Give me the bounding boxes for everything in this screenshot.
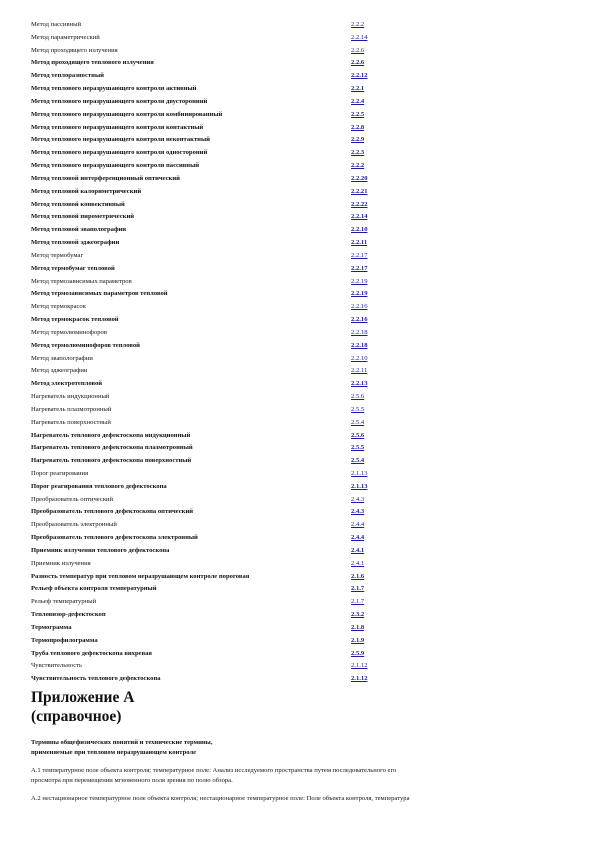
index-term: Метод тепловой интерференционный оптический bbox=[31, 174, 180, 182]
index-row bbox=[31, 301, 571, 314]
index-row bbox=[31, 19, 571, 32]
index-row bbox=[31, 134, 571, 147]
appendix-title-line2: (справочное) bbox=[31, 708, 122, 725]
index-row bbox=[31, 224, 571, 237]
index-row bbox=[31, 506, 571, 519]
index-term: Метод термокрасок тепловой bbox=[31, 316, 119, 324]
index-ref-link[interactable]: 2.5.5 bbox=[351, 444, 365, 452]
index-term: Чувствительность bbox=[31, 662, 83, 670]
index-row bbox=[31, 558, 571, 571]
index-ref-link[interactable]: 2.5.4 bbox=[351, 418, 365, 426]
index-ref-link[interactable]: 2.1.13 bbox=[351, 469, 368, 477]
index-ref-link[interactable]: 2.2.21 bbox=[351, 187, 368, 195]
index-row bbox=[31, 57, 571, 70]
index-row bbox=[31, 622, 571, 635]
index-ref-link[interactable]: 2.2.13 bbox=[351, 380, 368, 388]
index-row bbox=[31, 353, 571, 366]
index-term: Метод теплового неразрушающего контроля пассивный bbox=[31, 162, 200, 170]
index-ref-link[interactable]: 2.1.7 bbox=[351, 585, 365, 593]
index-term: Нагреватель поверхностный bbox=[31, 418, 111, 426]
index-ref-link[interactable]: 2.5.9 bbox=[351, 649, 365, 657]
index-ref-link[interactable]: 2.2.19 bbox=[351, 290, 368, 298]
index-ref-link[interactable]: 2.2.20 bbox=[351, 174, 368, 182]
index-row bbox=[31, 327, 571, 340]
index-ref-link[interactable]: 2.2.10 bbox=[351, 226, 368, 234]
appendix-entry-line: А.1 температурное поле объекта контроля; температурное поле: Анализ исследуемого пространства путем последовательного его bbox=[31, 767, 397, 774]
index-term: Метод параметрический bbox=[31, 33, 100, 41]
index-term: Метод термозависимых параметров тепловой bbox=[31, 290, 168, 298]
index-ref-link[interactable]: 2.3.2 bbox=[351, 611, 365, 619]
index-row bbox=[31, 571, 571, 584]
index-term: Чувствительность теплового дефектоскопа bbox=[31, 675, 161, 683]
index-row bbox=[31, 288, 571, 301]
index-term: Разность температур при тепловом неразрушающем контроле пороговая bbox=[31, 572, 250, 580]
appendix-title-line1: Приложение А bbox=[31, 689, 135, 706]
index-term: Термограмма bbox=[31, 623, 72, 631]
index-ref-link[interactable]: 2.2.3 bbox=[351, 149, 365, 157]
index-row bbox=[31, 122, 571, 135]
appendix-entry-line: просмотра при перемещении мгновенного поля зрения по полю обзора. bbox=[31, 777, 233, 784]
index-ref-link[interactable]: 2.1.9 bbox=[351, 636, 365, 644]
index-row bbox=[31, 276, 571, 289]
appendix-entry bbox=[31, 766, 571, 786]
index-ref-link[interactable]: 2.5.6 bbox=[351, 431, 365, 439]
appendix-caption-line1: Термины общефизических понятий и технические термины, bbox=[31, 739, 213, 746]
index-term: Нагреватель индукционный bbox=[31, 393, 110, 401]
index-row bbox=[31, 83, 571, 96]
index-term: Метод эваполографии bbox=[31, 354, 93, 362]
index-term: Метод термобумаг тепловой bbox=[31, 264, 115, 272]
appendix-entry-line: А.2 нестационарное температурное поле объекта контроля; нестационарное температурное поле: Поле объекта контроля, температура bbox=[31, 795, 410, 802]
index-row bbox=[31, 96, 571, 109]
index-row bbox=[31, 583, 571, 596]
index-ref-link[interactable]: 2.2.14 bbox=[351, 33, 368, 41]
index-ref-link[interactable]: 2.2.2 bbox=[351, 21, 365, 28]
index-row bbox=[31, 186, 571, 199]
index-row bbox=[31, 365, 571, 378]
index-row bbox=[31, 70, 571, 83]
index-ref-link[interactable]: 2.1.12 bbox=[351, 675, 368, 683]
index-row bbox=[31, 545, 571, 558]
appendix-section bbox=[31, 688, 571, 804]
index-term: Метод теплового неразрушающего контроля активный bbox=[31, 85, 197, 93]
index-ref-link[interactable]: 2.4.1 bbox=[351, 559, 365, 567]
index-row bbox=[31, 532, 571, 545]
index-ref-link[interactable]: 2.2.14 bbox=[351, 213, 368, 221]
index-row bbox=[31, 237, 571, 250]
index-row bbox=[31, 494, 571, 507]
index-row bbox=[31, 417, 571, 430]
index-ref-link[interactable]: 2.4.4 bbox=[351, 534, 365, 542]
index-term: Метод теплового неразрушающего контроля двусторонний bbox=[31, 97, 208, 105]
index-ref-link[interactable]: 2.2.16 bbox=[351, 316, 368, 324]
index-row bbox=[31, 211, 571, 224]
index-term: Метод термолюминофоров тепловой bbox=[31, 341, 140, 349]
index-term: Метод теплового неразрушающего контроля контактный bbox=[31, 123, 204, 131]
index-term: Метод эджеографии bbox=[31, 367, 88, 375]
index-ref-link[interactable]: 2.2.18 bbox=[351, 341, 368, 349]
index-term: Метод теплоразностный bbox=[31, 72, 104, 80]
index-term: Метод пассивный bbox=[31, 21, 82, 28]
index-row bbox=[31, 263, 571, 276]
index-ref-link[interactable]: 2.2.12 bbox=[351, 72, 368, 80]
index-term: Труба теплового дефектоскопа вихревая bbox=[31, 649, 152, 657]
index-term: Термопрофилограмма bbox=[31, 636, 98, 644]
index-term: Метод проходящего излучения bbox=[31, 46, 118, 54]
index-ref-link[interactable]: 2.2.11 bbox=[351, 239, 368, 247]
index-ref-link[interactable]: 2.2.10 bbox=[351, 354, 368, 362]
index-row bbox=[31, 609, 571, 622]
index-row bbox=[31, 314, 571, 327]
index-row bbox=[31, 173, 571, 186]
index-row bbox=[31, 32, 571, 45]
index-term: Нагреватель теплового дефектоскопа поверхностный bbox=[31, 457, 192, 465]
index-term: Метод электротепловой bbox=[31, 380, 103, 388]
index-term: Метод термолюминофоров bbox=[31, 328, 107, 336]
index-ref-link[interactable]: 2.2.4 bbox=[351, 97, 365, 105]
index-term: Преобразователь оптический bbox=[31, 495, 114, 503]
index-ref-link[interactable]: 2.2.5 bbox=[351, 110, 365, 118]
index-ref-link[interactable]: 2.4.3 bbox=[351, 495, 365, 503]
index-ref-link[interactable]: 2.1.7 bbox=[351, 598, 365, 606]
index-term: Приемник излучения теплового дефектоскопа bbox=[31, 546, 170, 554]
index-row bbox=[31, 340, 571, 353]
index-row bbox=[31, 635, 571, 648]
index-row bbox=[31, 147, 571, 160]
index-term: Метод термозависимых параметров bbox=[31, 277, 132, 285]
appendix-caption bbox=[31, 738, 571, 758]
index-row bbox=[31, 109, 571, 122]
index-term: Метод проходящего теплового излучения bbox=[31, 59, 154, 67]
index-row bbox=[31, 160, 571, 173]
index-ref-link[interactable]: 2.2.2 bbox=[351, 162, 365, 170]
alphabetical-index bbox=[31, 19, 571, 686]
index-term: Приемник излучения bbox=[31, 559, 91, 567]
index-ref-link[interactable]: 2.5.6 bbox=[351, 393, 365, 401]
index-row bbox=[31, 250, 571, 263]
index-ref-link[interactable]: 2.4.3 bbox=[351, 508, 365, 516]
index-row bbox=[31, 391, 571, 404]
index-row bbox=[31, 648, 571, 661]
index-ref-link[interactable]: 2.1.6 bbox=[351, 572, 365, 580]
index-ref-link[interactable]: 2.4.4 bbox=[351, 521, 365, 529]
index-ref-link[interactable]: 2.2.22 bbox=[351, 200, 368, 208]
index-ref-link[interactable]: 2.2.6 bbox=[351, 46, 365, 54]
appendix-caption-line2: применяемые при тепловом неразрушающем контроле bbox=[31, 749, 197, 756]
appendix-entry bbox=[31, 794, 571, 804]
index-term: Метод тепловой пирометрический bbox=[31, 213, 135, 221]
index-ref-link[interactable]: 2.2.19 bbox=[351, 277, 368, 285]
index-term: Метод тепловой конвективный bbox=[31, 200, 125, 208]
index-row bbox=[31, 45, 571, 58]
index-term: Метод тепловой эваполографии bbox=[31, 226, 127, 234]
index-ref-link[interactable]: 2.2.9 bbox=[351, 136, 365, 144]
index-row bbox=[31, 481, 571, 494]
index-ref-link[interactable]: 2.5.5 bbox=[351, 405, 365, 413]
index-term: Метод теплового неразрушающего контроля комбинированный bbox=[31, 110, 223, 118]
index-row bbox=[31, 660, 571, 673]
index-term: Рельеф температурный bbox=[31, 598, 97, 606]
index-term: Нагреватель теплового дефектоскопа индукционный bbox=[31, 431, 191, 439]
index-ref-link[interactable]: 2.2.6 bbox=[351, 59, 365, 67]
index-row bbox=[31, 455, 571, 468]
index-ref-link[interactable]: 2.5.4 bbox=[351, 457, 365, 465]
index-row bbox=[31, 404, 571, 417]
index-term: Рельеф объекта контроля температурный bbox=[31, 585, 157, 593]
index-ref-link[interactable]: 2.2.17 bbox=[351, 264, 368, 272]
index-row bbox=[31, 596, 571, 609]
index-ref-link[interactable]: 2.1.8 bbox=[351, 623, 365, 631]
index-row bbox=[31, 673, 571, 686]
index-ref-link[interactable]: 2.1.12 bbox=[351, 662, 368, 670]
index-term: Преобразователь теплового дефектоскопа оптический bbox=[31, 508, 194, 516]
index-term: Метод тепловой калориметрический bbox=[31, 187, 142, 195]
index-ref-link[interactable]: 2.2.16 bbox=[351, 303, 368, 311]
index-term: Нагреватель плазмотронный bbox=[31, 405, 112, 413]
index-ref-link[interactable]: 2.4.1 bbox=[351, 546, 365, 554]
index-term: Метод термобумаг bbox=[31, 251, 84, 259]
index-term: Метод теплового неразрушающего контроля одностороний bbox=[31, 149, 208, 157]
index-term: Преобразователь теплового дефектоскопа электронный bbox=[31, 534, 198, 542]
index-row bbox=[31, 468, 571, 481]
index-term: Метод термокрасок bbox=[31, 303, 86, 311]
index-ref-link[interactable]: 2.2.17 bbox=[351, 251, 368, 259]
appendix-title bbox=[31, 688, 571, 726]
index-ref-link[interactable]: 2.1.13 bbox=[351, 482, 368, 490]
index-ref-link[interactable]: 2.2.18 bbox=[351, 328, 368, 336]
index-term: Порог реагирования bbox=[31, 469, 89, 477]
index-ref-link[interactable]: 2.2.11 bbox=[351, 367, 368, 375]
index-row bbox=[31, 430, 571, 443]
index-row bbox=[31, 519, 571, 532]
index-term: Нагреватель теплового дефектоскопа плазмотронный bbox=[31, 444, 193, 452]
index-ref-link[interactable]: 2.2.1 bbox=[351, 85, 365, 93]
index-ref-link[interactable]: 2.2.8 bbox=[351, 123, 365, 131]
index-row bbox=[31, 442, 571, 455]
index-term: Тепловизор-дефектоскоп bbox=[31, 611, 106, 619]
index-term: Метод тепловой эджеографии bbox=[31, 239, 120, 247]
index-row bbox=[31, 378, 571, 391]
index-term: Преобразователь электронный bbox=[31, 521, 117, 529]
index-row bbox=[31, 199, 571, 212]
index-term: Метод теплового неразрушающего контроля неконтактный bbox=[31, 136, 210, 144]
index-term: Порог реагирования теплового дефектоскопа bbox=[31, 482, 167, 490]
